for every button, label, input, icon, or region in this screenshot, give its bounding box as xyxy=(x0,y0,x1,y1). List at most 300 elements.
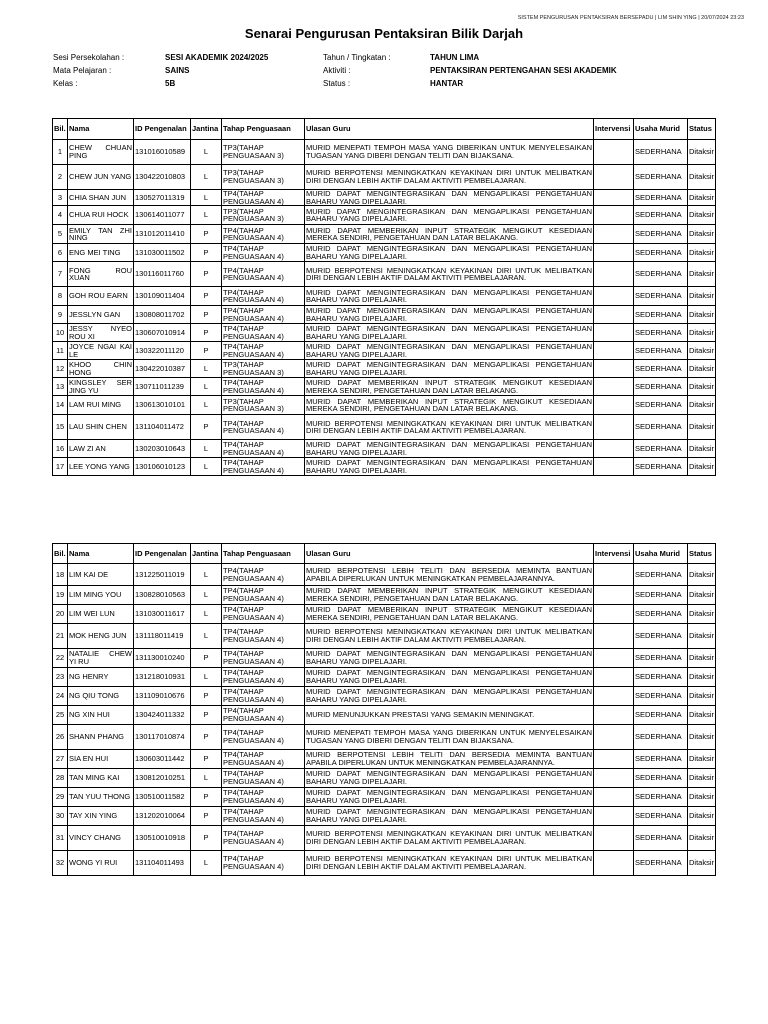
cell-tahap: TP4(TAHAP PENGUASAAN 4) xyxy=(222,687,305,706)
cell-usaha: SEDERHANA xyxy=(634,262,688,287)
cell-usaha: SEDERHANA xyxy=(634,788,688,807)
table-row xyxy=(53,342,716,360)
cell-tahap: TP3(TAHAP PENGUASAAN 3) xyxy=(222,396,305,415)
table-row xyxy=(53,564,716,586)
cell-status: Ditaksir xyxy=(688,706,716,725)
cell-id: 131104011493 xyxy=(134,851,191,876)
cell-status: Ditaksir xyxy=(688,225,716,244)
cell-bil: 5 xyxy=(53,225,68,244)
cell-ulasan: MURID BERPOTENSI LEBIH TELITI DAN BERSEDIA MEMINTA BANTUAN APABILA DIPERLUKAN UNTUK MENINGKATKAN PEMBELAJARANNYA. xyxy=(306,750,592,767)
cell-ulasan: MURID DAPAT MENGINTEGRASIKAN DAN MENGAPLIKASI PENGETAHUAN BAHARU YANG DIPELAJARI. xyxy=(306,324,592,341)
cell-ulasan: MURID DAPAT MENGINTEGRASIKAN DAN MENGAPLIKASI PENGETAHUAN BAHARU YANG DIPELAJARI. xyxy=(306,769,592,786)
cell-usaha: SEDERHANA xyxy=(634,206,688,225)
header-jantina: Jantina xyxy=(191,544,222,564)
tahun-value: TAHUN LIMA xyxy=(430,53,480,62)
cell-usaha: SEDERHANA xyxy=(634,306,688,324)
cell-jantina: P xyxy=(191,649,222,668)
header-bil: Bil. xyxy=(53,119,68,140)
header-tahap: Tahap Penguasaan xyxy=(222,544,305,564)
cell-id: 130203010643 xyxy=(134,440,191,458)
cell-bil: 12 xyxy=(53,360,68,378)
header-status: Status xyxy=(688,119,716,140)
cell-tahap: TP4(TAHAP PENGUASAAN 4) xyxy=(222,826,305,851)
sesi-label: Sesi Persekolahan : xyxy=(53,53,125,62)
cell-nama: VINCY CHANG xyxy=(68,826,134,851)
cell-ulasan: MURID DAPAT MENGINTEGRASIKAN DAN MENGAPLIKASI PENGETAHUAN BAHARU YANG DIPELAJARI. xyxy=(306,206,592,224)
header-ulasan: Ulasan Guru xyxy=(305,119,594,140)
cell-intervensi xyxy=(594,605,634,624)
cell-ulasan: MURID DAPAT MENGINTEGRASIKAN DAN MENGAPLIKASI PENGETAHUAN BAHARU YANG DIPELAJARI. xyxy=(306,788,592,805)
cell-jantina: P xyxy=(191,788,222,807)
cell-tahap: TP4(TAHAP PENGUASAAN 4) xyxy=(222,668,305,687)
cell-status: Ditaksir xyxy=(688,586,716,605)
cell-usaha: SEDERHANA xyxy=(634,725,688,750)
kelas-value: 5B xyxy=(165,79,176,88)
cell-intervensi xyxy=(594,342,634,360)
cell-ulasan: MURID DAPAT MENGINTEGRASIKAN DAN MENGAPLIKASI PENGETAHUAN BAHARU YANG DIPELAJARI. xyxy=(306,189,592,206)
table-row xyxy=(53,415,716,440)
header-intervensi: Intervensi xyxy=(594,544,634,564)
header-bil: Bil. xyxy=(53,544,68,564)
cell-nama: CHUA RUI HOCK xyxy=(68,206,134,225)
cell-intervensi xyxy=(594,624,634,649)
cell-status: Ditaksir xyxy=(688,342,716,360)
cell-intervensi xyxy=(594,206,634,225)
cell-jantina: L xyxy=(191,624,222,649)
cell-intervensi xyxy=(594,586,634,605)
cell-bil: 32 xyxy=(53,851,68,876)
header-intervensi: Intervensi xyxy=(594,119,634,140)
cell-bil: 3 xyxy=(53,190,68,206)
cell-bil: 17 xyxy=(53,458,68,476)
table-row xyxy=(53,190,716,206)
cell-tahap: TP4(TAHAP PENGUASAAN 4) xyxy=(222,287,305,306)
cell-ulasan: MURID DAPAT MENGINTEGRASIKAN DAN MENGAPLIKASI PENGETAHUAN BAHARU YANG DIPELAJARI. xyxy=(306,342,592,359)
cell-nama: MOK HENG JUN xyxy=(68,624,134,649)
table-row xyxy=(53,324,716,342)
cell-ulasan: MURID DAPAT MENGINTEGRASIKAN DAN MENGAPLIKASI PENGETAHUAN BAHARU YANG DIPELAJARI. xyxy=(306,668,592,685)
cell-status: Ditaksir xyxy=(688,415,716,440)
cell-tahap: TP4(TAHAP PENGUASAAN 4) xyxy=(222,725,305,750)
cell-bil: 26 xyxy=(53,725,68,750)
cell-usaha: SEDERHANA xyxy=(634,668,688,687)
cell-usaha: SEDERHANA xyxy=(634,190,688,206)
cell-bil: 24 xyxy=(53,687,68,706)
cell-ulasan: MURID BERPOTENSI MENINGKATKAN KEYAKINAN DIRI UNTUK MELIBATKAN DIRI DENGAN LEBIH AKTIF DALAM AKTIVITI PEMBELAJARAN. xyxy=(305,851,594,876)
cell-nama: KINGSLEY SER JING YU xyxy=(69,378,132,395)
cell-tahap: TP4(TAHAP PENGUASAAN 4) xyxy=(222,190,305,206)
cell-bil: 27 xyxy=(53,750,68,769)
cell-tahap: TP4(TAHAP PENGUASAAN 4) xyxy=(222,788,305,807)
cell-intervensi xyxy=(594,324,634,342)
cell-jantina: P xyxy=(191,826,222,851)
cell-tahap: TP4(TAHAP PENGUASAAN 4) xyxy=(222,605,305,624)
cell-ulasan: MURID DAPAT MENGINTEGRASIKAN DAN MENGAPLIKASI PENGETAHUAN BAHARU YANG DIPELAJARI. xyxy=(306,306,592,323)
cell-intervensi xyxy=(594,396,634,415)
cell-id: 131012011410 xyxy=(134,225,191,244)
cell-usaha: SEDERHANA xyxy=(634,360,688,378)
cell-id: 130510010918 xyxy=(134,826,191,851)
cell-id: 130711011239 xyxy=(134,378,191,396)
cell-status: Ditaksir xyxy=(688,244,716,262)
cell-id: 130117010874 xyxy=(134,725,191,750)
cell-nama: NG HENRY xyxy=(68,668,134,687)
header-id: ID Pengenalan xyxy=(134,119,191,140)
cell-status: Ditaksir xyxy=(688,564,716,586)
cell-intervensi xyxy=(594,788,634,807)
cell-id: 130424011332 xyxy=(134,706,191,725)
cell-id: 130422010803 xyxy=(134,165,191,190)
cell-bil: 9 xyxy=(53,306,68,324)
cell-id: 130603011442 xyxy=(134,750,191,769)
cell-status: Ditaksir xyxy=(688,287,716,306)
cell-tahap: TP4(TAHAP PENGUASAAN 4) xyxy=(222,458,305,476)
cell-nama: CHEW JUN YANG xyxy=(68,165,134,190)
cell-status: Ditaksir xyxy=(688,649,716,668)
cell-status: Ditaksir xyxy=(688,725,716,750)
cell-tahap: TP4(TAHAP PENGUASAAN 4) xyxy=(222,440,305,458)
table-row xyxy=(53,287,716,306)
table-row xyxy=(53,140,716,165)
cell-nama: LAW ZI AN xyxy=(68,440,134,458)
cell-id: 130527011319 xyxy=(134,190,191,206)
table-row xyxy=(53,624,716,649)
cell-bil: 19 xyxy=(53,586,68,605)
header-tahap: Tahap Penguasaan xyxy=(222,119,305,140)
status-label: Status : xyxy=(323,79,351,88)
sesi-value: SESI AKADEMIK 2024/2025 xyxy=(165,53,269,62)
cell-ulasan: MURID DAPAT MEMBERIKAN INPUT STRATEGIK MENGIKUT KESEDIAAN MEREKA SENDIRI, PENGETAHUAN DAN LATAR BELAKANG. xyxy=(306,586,592,603)
table-row xyxy=(53,851,716,876)
cell-intervensi xyxy=(594,378,634,396)
cell-status: Ditaksir xyxy=(688,750,716,769)
cell-intervensi xyxy=(594,725,634,750)
cell-status: Ditaksir xyxy=(688,769,716,788)
cell-status: Ditaksir xyxy=(688,324,716,342)
cell-ulasan: MURID DAPAT MENGINTEGRASIKAN DAN MENGAPLIKASI PENGETAHUAN BAHARU YANG DIPELAJARI. xyxy=(306,244,592,261)
cell-ulasan: MURID BERPOTENSI MENINGKATKAN KEYAKINAN DIRI UNTUK MELIBATKAN DIRI DENGAN LEBIH AKTIF DALAM AKTIVITI PEMBELAJARAN. xyxy=(305,165,594,190)
cell-jantina: L xyxy=(191,378,222,396)
cell-intervensi xyxy=(594,287,634,306)
cell-intervensi xyxy=(594,140,634,165)
cell-jantina: L xyxy=(191,190,222,206)
cell-jantina: P xyxy=(191,287,222,306)
cell-usaha: SEDERHANA xyxy=(634,225,688,244)
cell-usaha: SEDERHANA xyxy=(634,458,688,476)
cell-id: 130607010914 xyxy=(134,324,191,342)
cell-tahap: TP4(TAHAP PENGUASAAN 4) xyxy=(222,342,305,360)
cell-id: 131016010589 xyxy=(134,140,191,165)
cell-usaha: SEDERHANA xyxy=(634,324,688,342)
cell-jantina: L xyxy=(191,360,222,378)
cell-id: 131130010240 xyxy=(134,649,191,668)
system-footer-line: SISTEM PENGURUSAN PENTAKSIRAN BERSEPADU | LIM SHIN YING | 20/07/2024 23:23 xyxy=(517,15,744,21)
table-row xyxy=(53,225,716,244)
cell-tahap: TP4(TAHAP PENGUASAAN 4) xyxy=(222,851,305,876)
header-ulasan: Ulasan Guru xyxy=(305,544,594,564)
assessment-table-2 xyxy=(52,543,716,876)
cell-intervensi xyxy=(594,306,634,324)
table-row xyxy=(53,440,716,458)
cell-bil: 22 xyxy=(53,649,68,668)
cell-nama: WONG YI RUI xyxy=(68,851,134,876)
cell-status: Ditaksir xyxy=(688,165,716,190)
cell-nama: LIM WEI LUN xyxy=(68,605,134,624)
table-row xyxy=(53,687,716,706)
cell-jantina: P xyxy=(191,706,222,725)
table-row xyxy=(53,706,716,725)
cell-status: Ditaksir xyxy=(688,687,716,706)
cell-jantina: P xyxy=(191,725,222,750)
cell-tahap: TP4(TAHAP PENGUASAAN 4) xyxy=(222,807,305,826)
cell-tahap: TP3(TAHAP PENGUASAAN 3) xyxy=(222,360,305,378)
cell-jantina: P xyxy=(191,807,222,826)
cell-usaha: SEDERHANA xyxy=(634,586,688,605)
cell-status: Ditaksir xyxy=(688,826,716,851)
cell-jantina: L xyxy=(191,668,222,687)
kelas-label: Kelas : xyxy=(53,79,78,88)
cell-tahap: TP4(TAHAP PENGUASAAN 4) xyxy=(222,378,305,396)
table-row xyxy=(53,750,716,769)
cell-usaha: SEDERHANA xyxy=(634,378,688,396)
report-metadata xyxy=(53,53,743,93)
cell-nama: KHOO CHIN HONG xyxy=(69,360,132,377)
cell-nama: SHANN PHANG xyxy=(68,725,134,750)
table-row xyxy=(53,649,716,668)
cell-status: Ditaksir xyxy=(688,262,716,287)
cell-nama: NATALIE CHEW YI RU xyxy=(69,649,132,666)
cell-tahap: TP4(TAHAP PENGUASAAN 4) xyxy=(222,706,305,725)
cell-bil: 18 xyxy=(53,564,68,586)
page-title: Senarai Pengurusan Pentaksiran Bilik Darjah xyxy=(244,26,524,41)
header-nama: Nama xyxy=(68,544,134,564)
cell-status: Ditaksir xyxy=(688,605,716,624)
cell-intervensi xyxy=(594,244,634,262)
cell-bil: 25 xyxy=(53,706,68,725)
cell-jantina: P xyxy=(191,687,222,706)
cell-usaha: SEDERHANA xyxy=(634,769,688,788)
cell-usaha: SEDERHANA xyxy=(634,342,688,360)
cell-status: Ditaksir xyxy=(688,440,716,458)
cell-ulasan: MURID DAPAT MENGINTEGRASIKAN DAN MENGAPLIKASI PENGETAHUAN BAHARU YANG DIPELAJARI. xyxy=(306,649,592,666)
cell-tahap: TP4(TAHAP PENGUASAAN 4) xyxy=(222,262,305,287)
cell-bil: 23 xyxy=(53,668,68,687)
table-header-row xyxy=(53,119,716,140)
cell-id: 130510011582 xyxy=(134,788,191,807)
cell-usaha: SEDERHANA xyxy=(634,244,688,262)
table-row xyxy=(53,807,716,826)
cell-ulasan: MURID DAPAT MENGINTEGRASIKAN DAN MENGAPLIKASI PENGETAHUAN BAHARU YANG DIPELAJARI. xyxy=(306,360,592,377)
table-row xyxy=(53,605,716,624)
header-id: ID Pengenalan xyxy=(134,544,191,564)
cell-jantina: P xyxy=(191,750,222,769)
cell-usaha: SEDERHANA xyxy=(634,750,688,769)
cell-jantina: P xyxy=(191,225,222,244)
cell-ulasan: MURID MENEPATI TEMPOH MASA YANG DIBERIKAN UNTUK MENYELESAIKAN TUGASAN YANG DIBERI DENGAN TELITI DAN BIJAKSANA. xyxy=(305,725,594,750)
cell-tahap: TP4(TAHAP PENGUASAAN 4) xyxy=(222,769,305,788)
cell-usaha: SEDERHANA xyxy=(634,165,688,190)
table-row xyxy=(53,725,716,750)
cell-id: 130116011760 xyxy=(134,262,191,287)
cell-bil: 31 xyxy=(53,826,68,851)
table-header-row xyxy=(53,544,716,564)
cell-status: Ditaksir xyxy=(688,378,716,396)
cell-nama: JOYCE NGAI KAI LE xyxy=(69,342,132,359)
table-row xyxy=(53,262,716,287)
cell-jantina: P xyxy=(191,244,222,262)
header-nama: Nama xyxy=(68,119,134,140)
cell-usaha: SEDERHANA xyxy=(634,605,688,624)
cell-intervensi xyxy=(594,769,634,788)
cell-intervensi xyxy=(594,851,634,876)
cell-jantina: L xyxy=(191,440,222,458)
cell-ulasan: MURID DAPAT MENGINTEGRASIKAN DAN MENGAPLIKASI PENGETAHUAN BAHARU YANG DIPELAJARI. xyxy=(306,687,592,704)
cell-bil: 2 xyxy=(53,165,68,190)
cell-bil: 28 xyxy=(53,769,68,788)
cell-status: Ditaksir xyxy=(688,396,716,415)
cell-nama: NG XIN HUI xyxy=(68,706,134,725)
table-row xyxy=(53,586,716,605)
cell-bil: 29 xyxy=(53,788,68,807)
cell-intervensi xyxy=(594,706,634,725)
cell-usaha: SEDERHANA xyxy=(634,396,688,415)
cell-ulasan: MURID DAPAT MENGINTEGRASIKAN DAN MENGAPLIKASI PENGETAHUAN BAHARU YANG DIPELAJARI. xyxy=(306,287,592,305)
table-row xyxy=(53,306,716,324)
table-row xyxy=(53,396,716,415)
cell-id: 131225011019 xyxy=(134,564,191,586)
cell-jantina: L xyxy=(191,165,222,190)
cell-jantina: P xyxy=(191,415,222,440)
cell-tahap: TP4(TAHAP PENGUASAAN 4) xyxy=(222,324,305,342)
cell-status: Ditaksir xyxy=(688,360,716,378)
cell-id: 130422010387 xyxy=(134,360,191,378)
cell-bil: 10 xyxy=(53,324,68,342)
cell-usaha: SEDERHANA xyxy=(634,826,688,851)
cell-nama: JESSY NYEO ROU XI xyxy=(69,324,132,341)
cell-bil: 14 xyxy=(53,396,68,415)
cell-intervensi xyxy=(594,668,634,687)
cell-ulasan: MURID MENUNJUKKAN PRESTASI YANG SEMAKIN MENINGKAT. xyxy=(305,706,594,725)
cell-ulasan: MURID BERPOTENSI MENINGKATKAN KEYAKINAN DIRI UNTUK MELIBATKAN DIRI DENGAN LEBIH AKTIF DALAM AKTIVITI PEMBELAJARAN. xyxy=(305,415,594,440)
table-row xyxy=(53,458,716,476)
cell-tahap: TP3(TAHAP PENGUASAAN 3) xyxy=(222,165,305,190)
cell-usaha: SEDERHANA xyxy=(634,649,688,668)
cell-intervensi xyxy=(594,807,634,826)
status-value: HANTAR xyxy=(430,79,464,88)
cell-intervensi xyxy=(594,262,634,287)
cell-usaha: SEDERHANA xyxy=(634,687,688,706)
cell-id: 130322011120 xyxy=(134,342,191,360)
cell-id: 130106010123 xyxy=(134,458,191,476)
cell-intervensi xyxy=(594,564,634,586)
table-row xyxy=(53,360,716,378)
cell-intervensi xyxy=(594,458,634,476)
cell-usaha: SEDERHANA xyxy=(634,706,688,725)
cell-ulasan: MURID DAPAT MENGINTEGRASIKAN DAN MENGAPLIKASI PENGETAHUAN BAHARU YANG DIPELAJARI. xyxy=(306,440,592,457)
cell-jantina: L xyxy=(191,586,222,605)
cell-bil: 30 xyxy=(53,807,68,826)
cell-status: Ditaksir xyxy=(688,788,716,807)
table-row xyxy=(53,244,716,262)
cell-jantina: L xyxy=(191,564,222,586)
cell-status: Ditaksir xyxy=(688,624,716,649)
cell-nama: TAY XIN YING xyxy=(68,807,134,826)
cell-usaha: SEDERHANA xyxy=(634,624,688,649)
tahun-label: Tahun / Tingkatan : xyxy=(323,53,391,62)
cell-nama: JESSLYN GAN xyxy=(68,306,134,324)
table-row xyxy=(53,378,716,396)
cell-ulasan: MURID BERPOTENSI MENINGKATKAN KEYAKINAN DIRI UNTUK MELIBATKAN DIRI DENGAN LEBIH AKTIF DALAM AKTIVITI PEMBELAJARAN. xyxy=(305,826,594,851)
cell-ulasan: MURID DAPAT MENGINTEGRASIKAN DAN MENGAPLIKASI PENGETAHUAN BAHARU YANG DIPELAJARI. xyxy=(306,458,592,475)
cell-tahap: TP4(TAHAP PENGUASAAN 4) xyxy=(222,225,305,244)
cell-nama: CHIA SHAN JUN xyxy=(68,190,134,206)
assessment-table-1 xyxy=(52,118,716,476)
header-jantina: Jantina xyxy=(191,119,222,140)
cell-jantina: L xyxy=(191,605,222,624)
cell-ulasan: MURID DAPAT MENGINTEGRASIKAN DAN MENGAPLIKASI PENGETAHUAN BAHARU YANG DIPELAJARI. xyxy=(306,807,592,824)
cell-status: Ditaksir xyxy=(688,807,716,826)
cell-status: Ditaksir xyxy=(688,306,716,324)
cell-id: 131218010931 xyxy=(134,668,191,687)
aktiviti-value: PENTAKSIRAN PERTENGAHAN SESI AKADEMIK xyxy=(430,66,617,75)
cell-jantina: L xyxy=(191,140,222,165)
cell-ulasan: MURID DAPAT MEMBERIKAN INPUT STRATEGIK MENGIKUT KESEDIAAN MEREKA SENDIRI, PENGETAHUAN DAN LATAR BELAKANG. xyxy=(306,225,592,243)
cell-intervensi xyxy=(594,165,634,190)
cell-ulasan: MURID DAPAT MEMBERIKAN INPUT STRATEGIK MENGIKUT KESEDIAAN MEREKA SENDIRI, PENGETAHUAN DAN LATAR BELAKANG. xyxy=(306,605,592,622)
cell-status: Ditaksir xyxy=(688,851,716,876)
table-row xyxy=(53,668,716,687)
cell-intervensi xyxy=(594,440,634,458)
cell-bil: 4 xyxy=(53,206,68,225)
cell-id: 130614011077 xyxy=(134,206,191,225)
cell-bil: 21 xyxy=(53,624,68,649)
cell-usaha: SEDERHANA xyxy=(634,415,688,440)
cell-intervensi xyxy=(594,750,634,769)
cell-tahap: TP4(TAHAP PENGUASAAN 4) xyxy=(222,586,305,605)
cell-jantina: P xyxy=(191,342,222,360)
cell-bil: 6 xyxy=(53,244,68,262)
cell-nama: LEE YONG YANG xyxy=(68,458,134,476)
cell-nama: CHEW CHUAN PING xyxy=(68,140,134,165)
cell-intervensi xyxy=(594,687,634,706)
cell-nama: TAN MING KAI xyxy=(68,769,134,788)
cell-usaha: SEDERHANA xyxy=(634,140,688,165)
cell-nama: LAU SHIN CHEN xyxy=(68,415,134,440)
cell-tahap: TP4(TAHAP PENGUASAAN 4) xyxy=(222,564,305,586)
cell-usaha: SEDERHANA xyxy=(634,564,688,586)
cell-jantina: L xyxy=(191,396,222,415)
table-row xyxy=(53,769,716,788)
header-usaha: Usaha Murid xyxy=(634,119,688,140)
cell-nama: LIM KAI DE xyxy=(68,564,134,586)
table-row xyxy=(53,788,716,807)
cell-jantina: P xyxy=(191,306,222,324)
cell-id: 131118011419 xyxy=(134,624,191,649)
aktiviti-label: Aktiviti : xyxy=(323,66,351,75)
cell-status: Ditaksir xyxy=(688,206,716,225)
cell-nama: LIM MING YOU xyxy=(68,586,134,605)
cell-id: 131202010064 xyxy=(134,807,191,826)
cell-intervensi xyxy=(594,826,634,851)
cell-jantina: P xyxy=(191,324,222,342)
cell-usaha: SEDERHANA xyxy=(634,851,688,876)
cell-jantina: L xyxy=(191,206,222,225)
cell-intervensi xyxy=(594,360,634,378)
cell-status: Ditaksir xyxy=(688,458,716,476)
cell-nama: LAM RUI MING xyxy=(68,396,134,415)
cell-usaha: SEDERHANA xyxy=(634,440,688,458)
cell-jantina: L xyxy=(191,851,222,876)
